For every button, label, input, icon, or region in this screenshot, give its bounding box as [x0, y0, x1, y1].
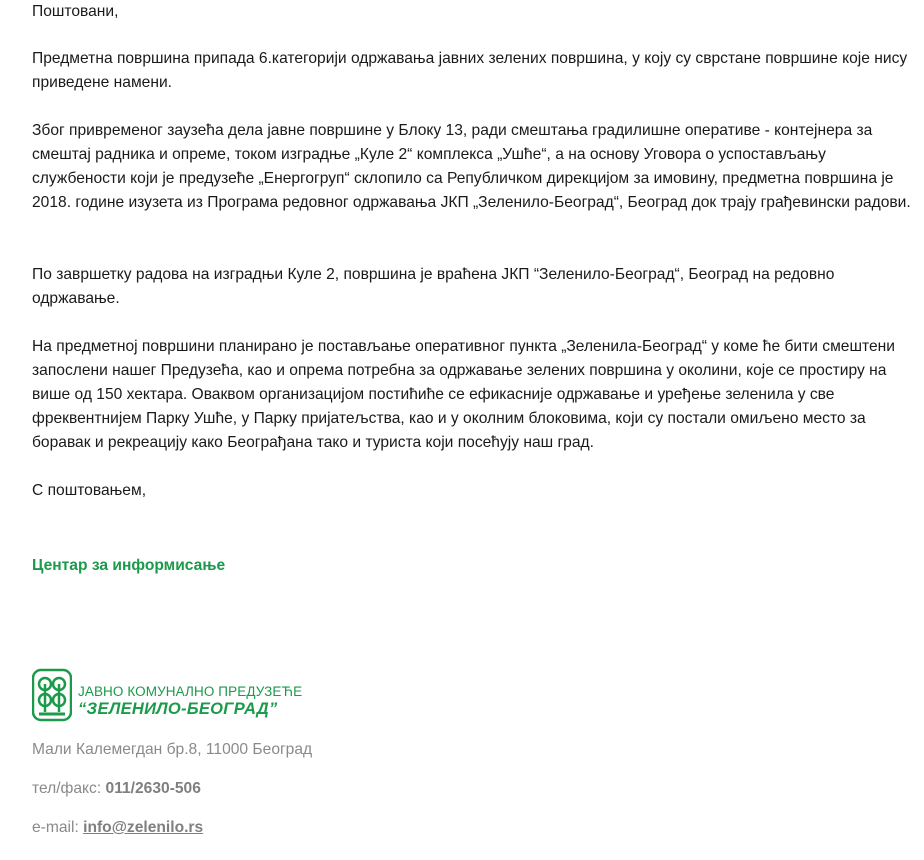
- closing: С поштовањем,: [32, 482, 147, 499]
- sender-signature: Центар за информисање: [32, 557, 226, 574]
- contact-phone: [32, 780, 201, 798]
- phone-number: 011/2630-506: [105, 780, 201, 797]
- email-link[interactable]: info@zelenilo.rs: [83, 819, 204, 836]
- greeting: Поштовани,: [32, 3, 119, 20]
- contact-address: Мали Калемегдан бр.8, 11000 Београд: [32, 741, 313, 758]
- zelenilo-tree-logo-icon: [32, 668, 72, 722]
- phone-label: тел/факс:: [32, 780, 106, 797]
- paragraph-1: Предметна површина припада 6.категорији одржавања јавних зелених површина, у коју су сврстане површине које нису приведене намени.: [32, 50, 908, 91]
- contact-email: [32, 819, 203, 837]
- company-logo: [32, 668, 332, 722]
- logo-line-1: ЈАВНО КОМУНАЛНО ПРЕДУЗЕЋЕ: [78, 684, 303, 699]
- paragraph-4: На предметној површини планирано је постављање оперативног пункта „Зеленила-Београд“ у коме ће бити смештени запослени нашег Предузећа, као и опрема потребна за одржавање зелених површина у околини, које се простиру на више од 150 хектара. Оваквом организацијом постићиће се ефикасније одржавање и уређење зеленила у све фреквентнијем Парку Ушће, у Парку пријатељства, као и у околним блоковима, који су постали омиљено место за боравак и рекреацију како Београђана тако и туриста који посећују наш град.: [32, 338, 895, 451]
- paragraph-3: По завршетку радова на изградњи Куле 2, површина је враћена ЈКП “Зеленило-Београд“, Београд на редовно одржавање.: [32, 266, 835, 307]
- paragraph-2: Због привременог заузећа дела јавне површине у Блоку 13, ради смештања градилишне оперативе - контејнера за смештај радника и опреме, током изградње „Куле 2“ комплекса „Ушће“, а на основу Уговора о успостављању службености који је предузеће „Енергогруп“ склопило са Републичком дирекцијом за имовину, предметна површина је 2018. године изузета из Програма редовног одржавања ЈКП „Зеленило-Београд“, Београд док трају грађевински радови.: [32, 122, 911, 211]
- logo-line-2: “ЗЕЛЕНИЛО-БЕОГРАД”: [78, 700, 278, 718]
- email-label: e-mail:: [32, 819, 84, 836]
